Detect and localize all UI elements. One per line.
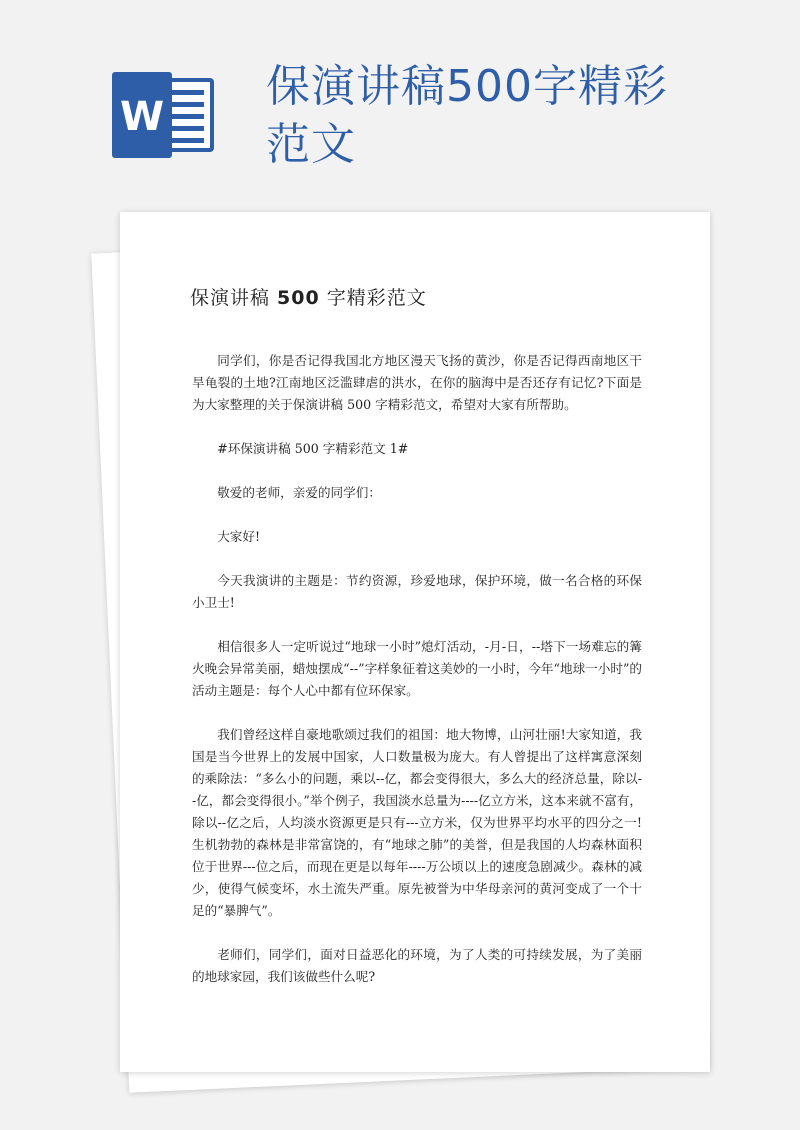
section-heading: #环保演讲稿 500 字精彩范文 1# <box>217 441 409 456</box>
paragraph-resources: 我们曾经这样自豪地歌颂过我们的祖国：地大物博，山河壮丽!大家知道，我国是当今世界上的发展中国家，人口数量极为庞大。有人曾提出了这样寓意深刻的乘除法：“多么小的问题，乘以--亿，都会变得很大，多么大的经济总量，除以--亿，都会变得很小。”举个例子，我国淡水总量为----亿立方米，这本来就不富有，除以--亿之后，人均淡水资源更是只有---立方米，仅为世界平均水平的四分之一!生机勃勃的森林是非常富饶的，有“地球之肺”的美誉，但是我国的人均森林面积位于世界---位之后，而现在更是以每年----万公顷以上的速度急剧减少。森林的减少，使得气候变坏，水土流失严重。原先被誉为中华母亲河的黄河变成了一个十足的“暴脾气”。 <box>192 727 642 918</box>
paragraph-hello: 大家好! <box>217 529 261 544</box>
doc-title-pre: 保演讲稿 <box>190 287 278 309</box>
paragraph-intro: 同学们，你是否记得我国北方地区漫天飞扬的黄沙，你是否记得西南地区干旱龟裂的土地?江南地区泛滥肆虐的洪水，在你的脑海中是否还存有记忆?下面是为大家整理的关于保演讲稿 500 字精彩范文，希望对大家有所帮助。 <box>192 353 642 412</box>
document-title <box>190 283 427 310</box>
paragraph-question: 老师们，同学们，面对日益恶化的环境，为了人类的可持续发展，为了美丽的地球家园，我们该做些什么呢? <box>192 947 642 984</box>
doc-title-num: 500 <box>277 287 320 309</box>
paragraph-theme: 今天我演讲的主题是：节约资源，珍爱地球，保护环境，做一名合格的环保小卫士! <box>192 573 642 610</box>
paragraph-earth-hour: 相信很多人一定听说过“地球一小时”熄灯活动，-月-日，--塔下一场难忘的篝火晚会异常美丽，蜡烛摆成“--”字样象征着这美妙的一小时，今年“地球一小时”的活动主题是：每个人心中都有位环保家。 <box>192 639 642 698</box>
paragraph-greeting: 敬爱的老师，亲爱的同学们： <box>217 485 381 500</box>
doc-title-post: 字精彩范文 <box>319 287 427 309</box>
word-logo-letter: W <box>119 94 165 140</box>
page-title: 保演讲稿500字精彩范文 <box>266 61 668 170</box>
document-body <box>192 350 642 988</box>
